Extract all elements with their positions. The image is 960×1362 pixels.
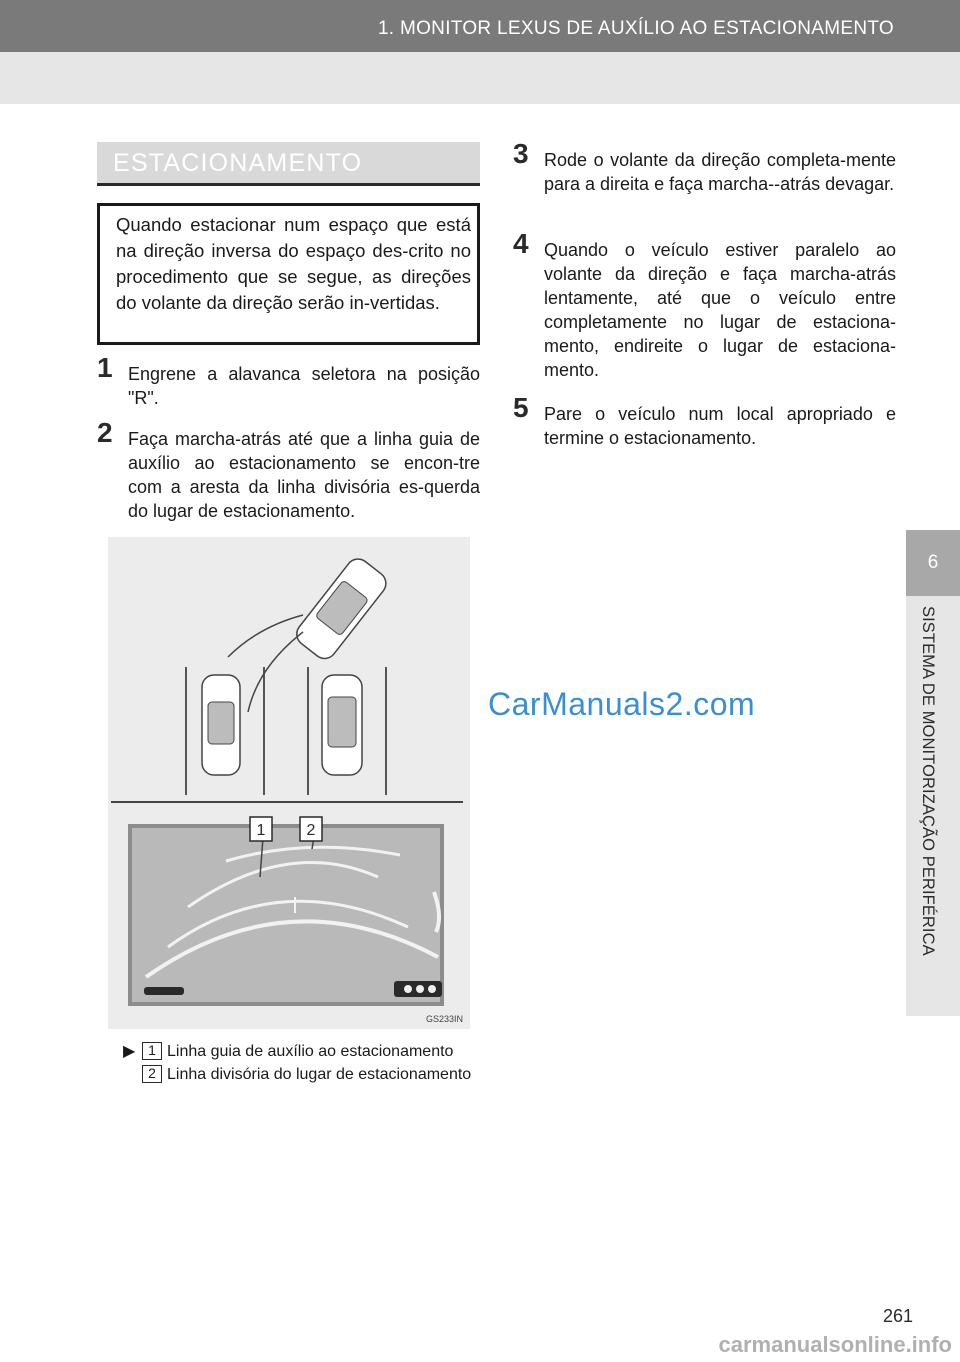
page-number: 261	[883, 1306, 914, 1326]
footer-url: carmanualsonline.info	[718, 1332, 952, 1357]
legend-badge: 2	[142, 1065, 162, 1083]
parked-car-right-icon	[322, 675, 362, 775]
step-4	[513, 228, 896, 382]
callout-1-label: 1	[256, 822, 266, 839]
legend-text: Linha guia de auxílio ao estacionamento	[167, 1043, 454, 1060]
legend-badge: 1	[142, 1042, 162, 1060]
step-text: Quando o veículo estiver paralelo ao volante da direção e faça marcha-atrás lentamente, até que o veículo entre completamente no lugar de estaciona-mento, endireite o lugar de estaciona-mento.	[544, 240, 896, 380]
figure-code: GS233IN	[426, 1014, 464, 1024]
screen-button-left-icon	[144, 987, 184, 995]
watermark: CarManuals2.com	[488, 686, 756, 722]
step-1	[97, 352, 480, 410]
arrow-right-icon: ▶	[123, 1043, 136, 1060]
step-text: Rode o volante da direção completa-mente para a direita e faça marcha--atrás devagar.	[544, 150, 896, 194]
step-5	[513, 392, 896, 450]
callout-2-label: 2	[306, 822, 316, 839]
parking-diagram-svg	[108, 537, 470, 1029]
figure-legend	[123, 1040, 483, 1086]
legend-item	[123, 1063, 483, 1086]
step-number: 3	[513, 138, 529, 169]
header-bar	[0, 0, 960, 52]
section-title: ESTACIONAMENTO	[113, 149, 363, 177]
step-number: 1	[97, 352, 113, 383]
step-number: 5	[513, 392, 529, 423]
step-text: Faça marcha-atrás até que a linha guia de auxílio ao estacionamento se encon-tre com a aresta da linha divisória es-querda do lugar de estacionamento.	[128, 429, 480, 521]
chapter-number-tab: 6	[906, 530, 960, 596]
parked-car-left-icon	[202, 675, 240, 775]
note-box: Quando estacionar num espaço que está na direção inversa do espaço des-crito no procedimento que se segue, as direções do volante da direção serão in-vertidas.	[97, 203, 480, 345]
step-number: 2	[97, 417, 113, 448]
chapter-title: 1. MONITOR LEXUS DE AUXÍLIO AO ESTACIONAMENTO	[377, 18, 894, 39]
step-2	[97, 417, 480, 523]
header-subbar	[0, 52, 960, 104]
step-text: Pare o veículo num local apropriado e termine o estacionamento.	[544, 404, 896, 448]
legend-item	[123, 1040, 483, 1063]
step-text: Engrene a alavanca seletora na posição "R".	[128, 364, 480, 408]
legend-text: Linha divisória do lugar de estacionamento	[167, 1066, 472, 1083]
parking-illustration	[108, 537, 470, 1029]
chapter-side-label: SISTEMA DE MONITORIZAÇÃO PERIFÉRICA	[919, 606, 937, 956]
step-number: 4	[513, 228, 529, 259]
step-3	[513, 138, 896, 196]
section-header	[97, 142, 480, 186]
